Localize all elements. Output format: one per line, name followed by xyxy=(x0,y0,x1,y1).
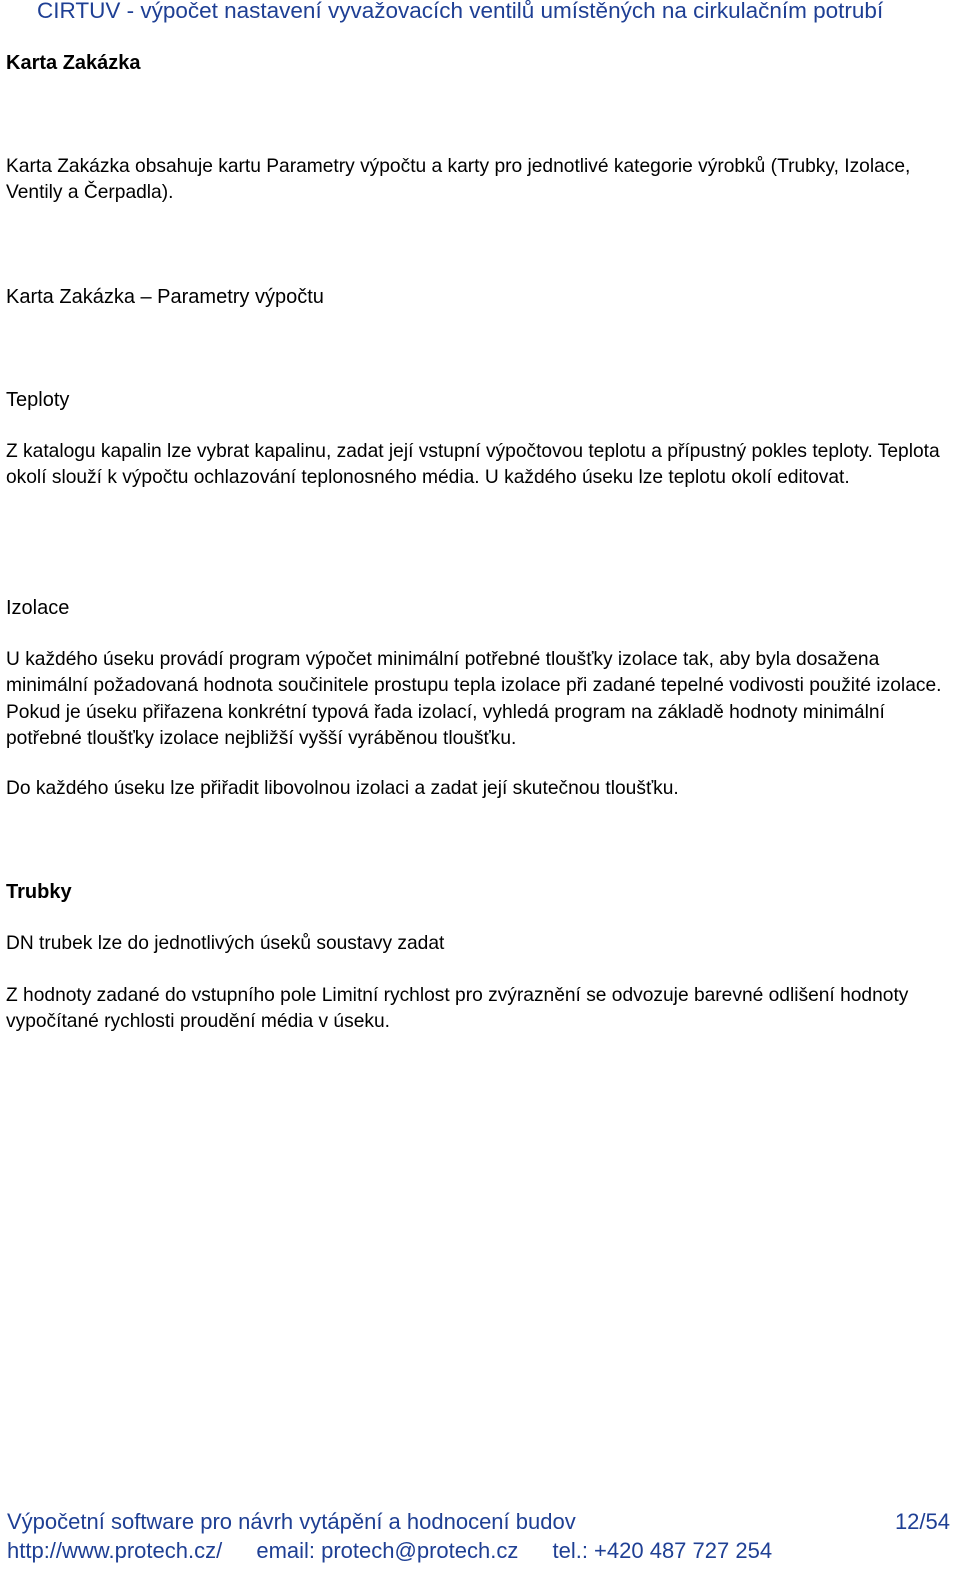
izolace-paragraph-1: U každého úseku provádí program výpočet minimální potřebné tloušťky izolace tak, aby byla dosažena minimální požadovaná hodnota součinitele prostupu tepla izolace při zadané tepelné vodivosti použité izolace. Pokud je úseku přiřazena konkrétní typová řada izolací, vyhledá program na základě hodnoty minimální potřebné tloušťky izolace nejbližší vyšší vyráběnou tloušťku. xyxy=(6,649,942,750)
section-heading-parametry: Karta Zakázka – Parametry výpočtu xyxy=(6,286,324,308)
izolace-paragraph-2: Do každého úseku lze přiřadit libovolnou izolaci a zadat její skutečnou tloušťku. xyxy=(6,778,679,799)
page-number: 12/54 xyxy=(894,1509,950,1534)
trubky-paragraph-2: Z hodnoty zadané do vstupního pole Limitní rychlost pro zvýraznění se odvozuje barevné odlišení hodnoty vypočítané rychlosti proudění média v úseku. xyxy=(6,985,909,1033)
document-header-title: CIRTUV - výpočet nastavení vyvažovacích ventilů umístěných na cirkulačním potrubí xyxy=(37,0,884,23)
footer-tagline: Výpočetní software pro návrh vytápění a hodnocení budov xyxy=(7,1509,576,1534)
intro-paragraph: Karta Zakázka obsahuje kartu Parametry výpočtu a karty pro jednotlivé kategorie výrobků (Trubky, Izolace, Ventily a Čerpadla). xyxy=(6,156,911,204)
trubky-paragraph-1: DN trubek lze do jednotlivých úseků soustavy zadat xyxy=(6,933,445,954)
footer-email-link[interactable]: email: protech@protech.cz xyxy=(256,1538,519,1563)
section-heading-trubky: Trubky xyxy=(6,881,72,903)
teploty-paragraph: Z katalogu kapalin lze vybrat kapalinu, zadat její vstupní výpočtovou teplotu a přípustný pokles teploty. Teplota okolí slouží k výpočtu ochlazování teplonosného média. U každého úseku lze teplotu okolí editovat. xyxy=(6,441,940,489)
section-heading-izolace: Izolace xyxy=(6,597,70,619)
section-heading-teploty: Teploty xyxy=(6,389,70,411)
footer-phone: tel.: +420 487 727 254 xyxy=(552,1538,773,1563)
footer-website-link[interactable]: http://www.protech.cz/ xyxy=(7,1538,223,1563)
section-heading-karta-zakazka: Karta Zakázka xyxy=(6,52,141,74)
footer-contact-row xyxy=(7,1538,800,1564)
